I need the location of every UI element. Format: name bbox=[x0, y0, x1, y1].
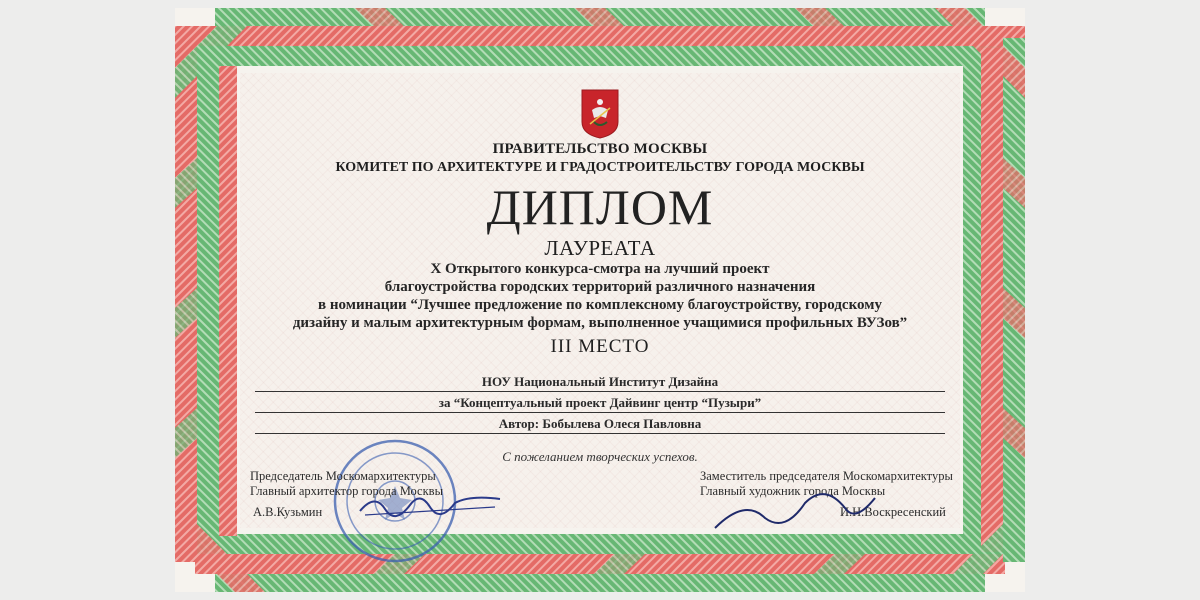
committee-heading: КОМИТЕТ ПО АРХИТЕКТУРЕ И ГРАДОСТРОИТЕЛЬСТВУ ГОРОДА МОСКВЫ bbox=[335, 160, 865, 175]
author-name: Автор: Бобылева Олеся Павловна bbox=[498, 416, 702, 431]
underline-2 bbox=[255, 412, 945, 413]
body-line-4: дизайну и малым архитектурным формам, выполненное учащимися профильных ВУЗов” bbox=[292, 315, 908, 331]
body-line-2: благоустройства городских территорий различного назначения bbox=[384, 279, 816, 295]
laureate-subtitle: ЛАУРЕАТА bbox=[544, 236, 656, 260]
signature-right-icon bbox=[705, 478, 885, 538]
government-heading: ПРАВИТЕЛЬСТВО МОСКВЫ bbox=[492, 141, 708, 157]
signature-left-icon bbox=[355, 483, 505, 523]
underline-3 bbox=[255, 433, 945, 434]
project-name: за “Концептуальный проект Дайвинг центр “Пузыри” bbox=[438, 395, 762, 410]
body-line-1: Х Открытого конкурса-смотра на лучший проект bbox=[430, 261, 770, 277]
place-award: III МЕСТО bbox=[550, 336, 650, 357]
diploma-certificate bbox=[175, 8, 1025, 592]
signatory-left-line2: Главный архитектор города Москвы bbox=[250, 484, 443, 498]
signatory-right-line1: Заместитель председателя Москомархитектуры bbox=[700, 469, 953, 483]
body-line-3: в номинации “Лучшее предложение по комплексному благоустройству, городскому bbox=[318, 297, 882, 313]
wish-text: С пожеланием творческих успехов. bbox=[502, 449, 698, 464]
moscow-coat-of-arms-icon bbox=[580, 88, 620, 140]
signatory-right-name: И.Н.Воскресенский bbox=[840, 505, 946, 519]
institution-name: НОУ Национальный Институт Дизайна bbox=[481, 374, 719, 389]
signatory-left-line1: Председатель Москомархитектуры bbox=[250, 469, 436, 483]
diploma-title: ДИПЛОМ bbox=[486, 179, 714, 235]
signatory-right-line2: Главный художник города Москвы bbox=[700, 484, 886, 498]
signatory-left-name: А.В.Кузьмин bbox=[253, 505, 323, 519]
underline-1 bbox=[255, 391, 945, 392]
